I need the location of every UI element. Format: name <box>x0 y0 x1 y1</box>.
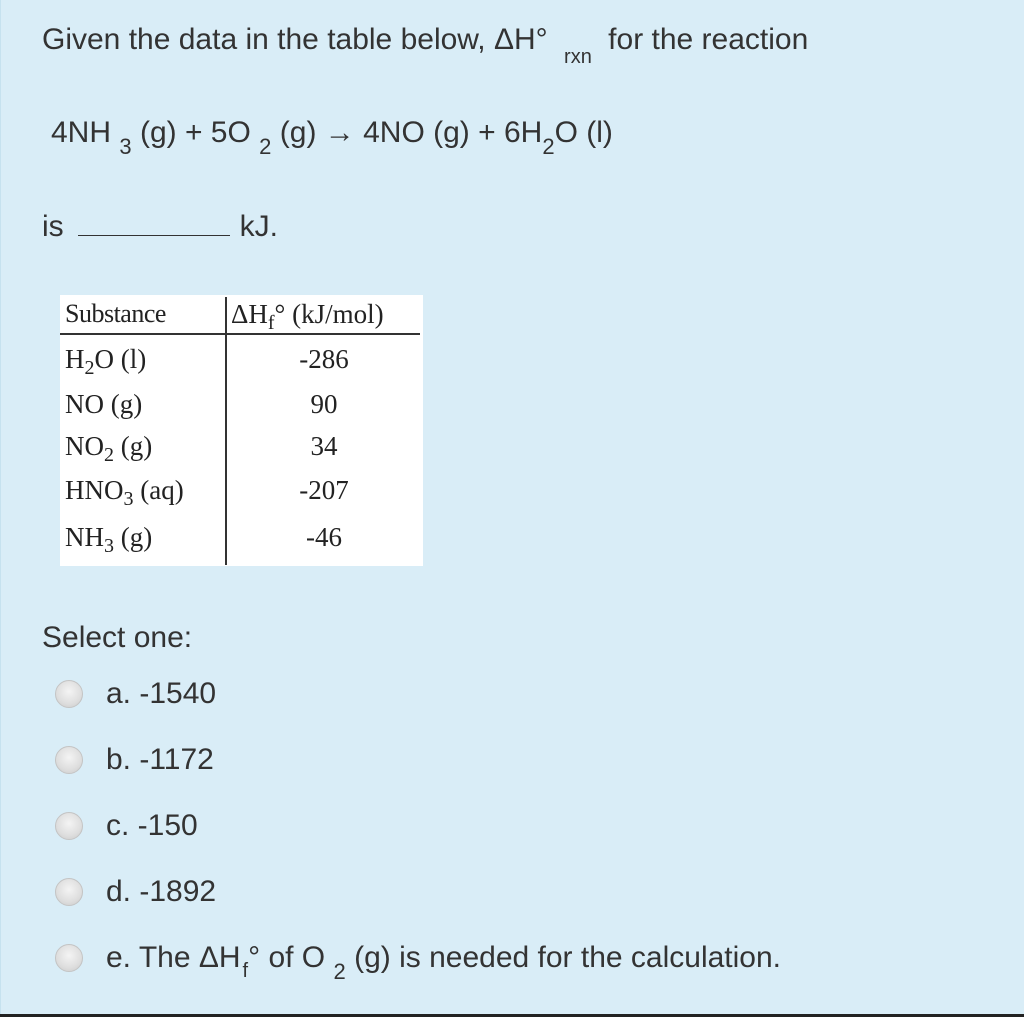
substance-part: NH <box>65 522 104 552</box>
option-e-label[interactable] <box>106 941 781 984</box>
option-b[interactable] <box>55 743 214 777</box>
answer-suffix: kJ. <box>239 210 279 243</box>
substance-part: O (l) <box>94 344 147 374</box>
substance-subscript: 2 <box>84 357 95 379</box>
option-d-label[interactable]: d. -1892 <box>106 875 217 908</box>
radio-button-d[interactable] <box>55 878 83 906</box>
substance-part: HNO <box>65 475 124 505</box>
answer-blank <box>78 213 230 236</box>
option-b-label[interactable]: b. -1172 <box>106 743 214 776</box>
substance-subscript: 3 <box>104 535 114 557</box>
substance-part: NO (g) <box>65 389 143 419</box>
option-d[interactable] <box>55 875 216 909</box>
table-row-substance <box>65 522 153 557</box>
option-e-subscript: 2 <box>333 959 346 984</box>
header-enthalpy-part: ° (kJ/mol) <box>274 299 384 329</box>
reaction-part: 4NH <box>51 116 112 149</box>
substance-part: NO <box>65 431 104 461</box>
option-c-label[interactable]: c. -150 <box>106 809 198 842</box>
select-one-prompt: Select one: <box>42 621 193 654</box>
option-c[interactable] <box>55 809 198 843</box>
table-row-value: 90 <box>310 389 338 419</box>
table-header-substance: Substance <box>65 299 166 328</box>
option-a[interactable] <box>55 677 216 711</box>
intro-text: Given the data in the table below, ΔH° <box>42 23 548 56</box>
reaction-equation <box>51 116 613 159</box>
answer-prefix: is <box>42 210 64 243</box>
table-row-value: -286 <box>299 344 349 374</box>
substance-part: (aq) <box>133 475 184 505</box>
substance-subscript: 3 <box>123 488 134 510</box>
header-enthalpy-subscript: f <box>267 312 275 334</box>
reaction-subscript: 3 <box>119 134 132 159</box>
option-a-label[interactable]: a. -1540 <box>106 677 217 710</box>
reaction-part: (g) → 4NO (g) + 6H <box>279 116 543 149</box>
reaction-subscript: 2 <box>259 134 272 159</box>
table-row-value: -46 <box>306 522 342 552</box>
substance-part: (g) <box>114 522 153 552</box>
table-row-substance <box>65 431 153 466</box>
option-e[interactable] <box>55 941 781 984</box>
reaction-part: (g) + 5O <box>139 116 251 149</box>
option-e-part: (g) is needed for the calculation. <box>354 941 781 974</box>
table-row-value: -207 <box>299 475 349 505</box>
reaction-subscript: 2 <box>542 134 555 159</box>
radio-button-e[interactable] <box>55 944 83 972</box>
table-row-substance <box>65 475 184 510</box>
radio-button-a[interactable] <box>55 680 83 708</box>
table-row-value: 34 <box>310 431 338 461</box>
substance-part: (g) <box>114 431 153 461</box>
option-e-part: e. The ΔH <box>106 941 241 974</box>
option-e-part: ° of O <box>248 941 326 974</box>
substance-subscript: 2 <box>104 444 114 466</box>
rxn-subscript: rxn <box>564 46 592 68</box>
radio-button-c[interactable] <box>55 812 83 840</box>
radio-button-b[interactable] <box>55 746 83 774</box>
header-enthalpy-part: ΔH <box>231 299 268 329</box>
table-row-substance <box>65 344 147 379</box>
enthalpy-data-table <box>60 295 423 566</box>
reaction-part: O (l) <box>554 116 613 149</box>
question-intro <box>42 23 809 68</box>
table-header-enthalpy <box>231 299 384 334</box>
option-e-subscript: f <box>242 960 249 982</box>
intro-tail-text: for the reaction <box>608 23 809 56</box>
substance-part: H <box>65 344 85 374</box>
table-row-substance <box>65 391 142 418</box>
answer-line <box>42 212 278 242</box>
table-header-divider <box>60 333 420 335</box>
